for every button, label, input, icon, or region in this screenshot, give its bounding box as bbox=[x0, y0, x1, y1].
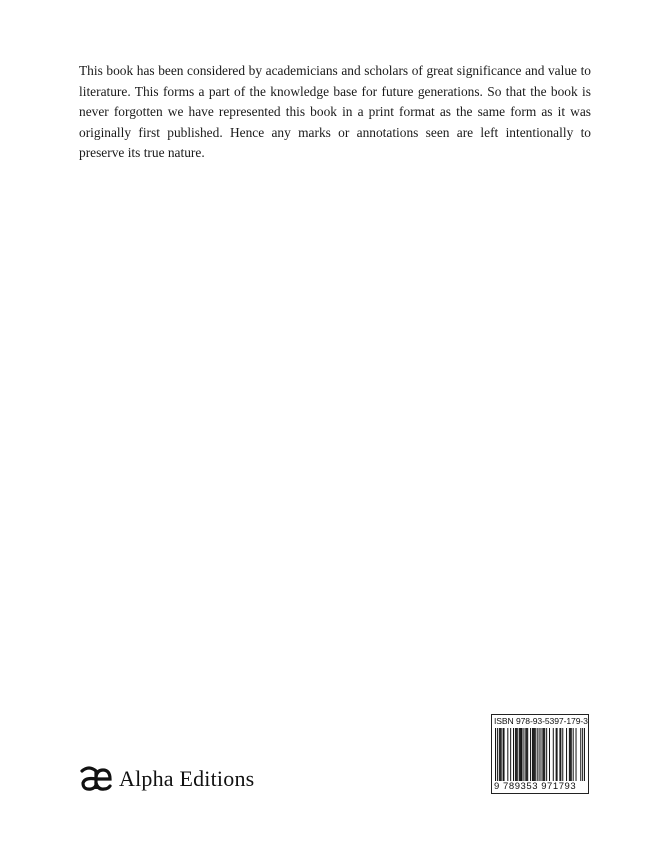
barcode-bar bbox=[517, 728, 518, 781]
publisher-name: Alpha Editions bbox=[119, 766, 255, 791]
barcode-bar bbox=[543, 728, 544, 781]
barcode-bar bbox=[557, 728, 558, 781]
barcode-bar bbox=[522, 728, 523, 781]
barcode-bar bbox=[513, 728, 514, 781]
publisher-imprint bbox=[79, 762, 254, 796]
barcode-bar bbox=[532, 728, 533, 781]
barcode-bar bbox=[540, 728, 541, 781]
barcode-bar bbox=[523, 728, 524, 781]
barcode-bar bbox=[546, 728, 547, 781]
barcode-bar bbox=[556, 728, 557, 781]
barcode-bar bbox=[537, 728, 538, 781]
barcode-bar bbox=[573, 728, 574, 781]
barcode-bar bbox=[520, 728, 521, 781]
isbn-label: ISBN 978-93-5397-179-3 bbox=[494, 716, 588, 726]
back-cover-blurb: This book has been considered by academicians and scholars of great significance and value to literature. This forms a part of the knowledge base for future generations. So that the book is never forgotten we have represented this book in a print format as the same form as it was originally first published. Hence any marks or annotations seen are left intentionally to preserve its true nature. bbox=[79, 63, 591, 160]
barcode-bar bbox=[571, 728, 572, 781]
barcode-bar bbox=[515, 728, 516, 781]
barcode-bar bbox=[516, 728, 517, 781]
barcode-bar bbox=[525, 728, 526, 781]
barcode-bar bbox=[500, 728, 501, 781]
barcode-bar bbox=[527, 728, 528, 781]
barcode-bar bbox=[582, 728, 583, 781]
isbn-barcode bbox=[491, 714, 589, 794]
barcode-bar bbox=[553, 728, 554, 781]
barcode-bar bbox=[530, 728, 531, 781]
barcode-bar bbox=[499, 728, 500, 781]
barcode-bars bbox=[495, 728, 585, 781]
barcode-bar bbox=[560, 728, 561, 781]
barcode-bar bbox=[533, 728, 534, 781]
barcode-bar bbox=[503, 728, 504, 781]
barcode-bar bbox=[566, 728, 567, 781]
barcode-bar bbox=[559, 728, 560, 781]
barcode-bar bbox=[544, 728, 545, 781]
ae-ligature-logo-icon bbox=[79, 762, 113, 796]
barcode-bar bbox=[507, 728, 508, 781]
barcode-bar bbox=[570, 728, 571, 781]
barcode-bar bbox=[504, 728, 505, 781]
barcode-bar bbox=[501, 728, 502, 781]
barcode-bar bbox=[535, 728, 536, 781]
barcode-bar bbox=[534, 728, 535, 781]
barcode-bar bbox=[576, 728, 577, 781]
barcode-bar bbox=[526, 728, 527, 781]
barcode-bar bbox=[519, 728, 520, 781]
barcode-bar bbox=[584, 728, 585, 781]
barcode-bar bbox=[549, 728, 550, 781]
barcode-bar bbox=[562, 728, 563, 781]
barcode-bar bbox=[539, 728, 540, 781]
barcode-bar bbox=[542, 728, 543, 781]
barcode-bar bbox=[497, 728, 498, 781]
barcode-bar bbox=[569, 728, 570, 781]
barcode-bar bbox=[521, 728, 522, 781]
barcode-bar bbox=[580, 728, 581, 781]
barcode-bar bbox=[510, 728, 511, 781]
barcode-bar bbox=[495, 728, 496, 781]
ean-digits: 9 789353 971793 bbox=[494, 781, 577, 792]
